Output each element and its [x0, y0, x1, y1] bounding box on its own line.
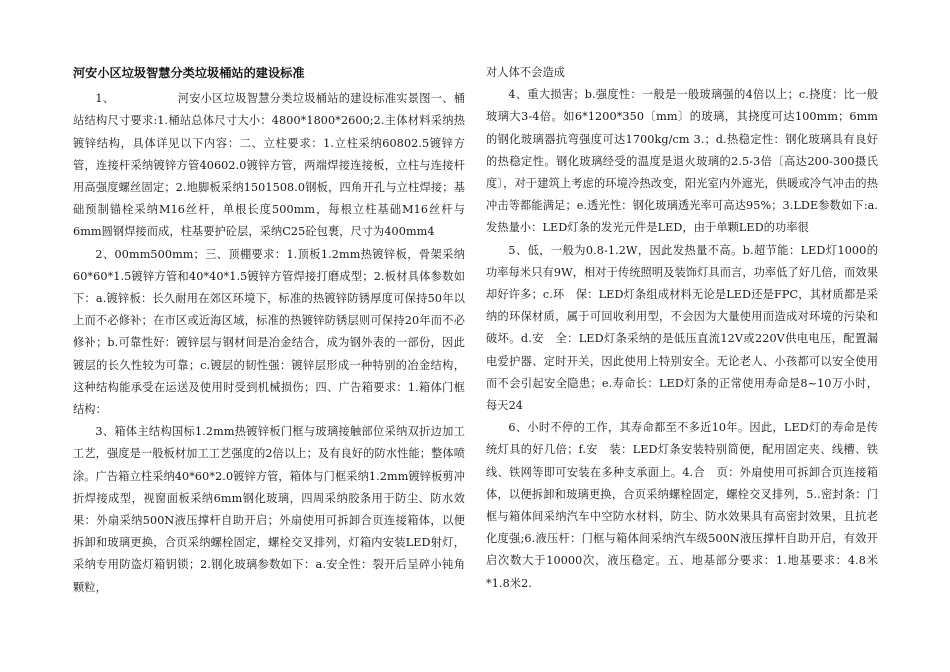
paragraph-6: 6、小时不停的工作，其寿命都至不多近10年。因此，LED灯的寿命是传统灯具的好几倍；f.安 装：LED灯条安装特别简便，配用固定夹、线槽、铁线、铁网等即可安装在多种支承面上。4.合 页：外扇使用可拆卸合页连接箱体，以便拆卸和玻璃更换，合页采纳螺栓固定，螺栓交叉排列，5..密封条：门框与箱体间采纳汽车中空防水材料，防尘、防水效果具有高密封效果，且抗老化度强;6.液压杆：门框与箱体间采纳汽车级500N液压撑杆自助开启，有效开启次数大于10000次，液压稳定。五、地基部分要求：1.地基要求：4.8米*1.8米2.: [486, 421, 878, 590]
paragraph-5: 5、低，一般为0.8-1.2W，因此发热量不高。b.超节能：LED灯1000的功率每米只有9W，相对于传统照明及装饰灯具而言，功率低了好几倍，而效果却好许多；c.环 保：LED灯条组成材料无论是LED还是FPC，其材质都是采纳的环保材质，属于可回收利用型，不会因为大量使用而造成对环境的污染和破坏。d.安 全：LED灯条采纳的是低压直流12V或220V供电电压，配置漏电爱护器、定时开关，因此使用上特别安全。无论老人、小孩都可以安全使用而不会引起安全隐患；e.寿命长：LED灯条的正常使用寿命是8~10万小时，每天24: [486, 243, 878, 413]
paragraph-4: 4、重大损害；b.强度性：一般是一般玻璃强的4倍以上；c.挠度：比一般玻璃大3-4倍。如6*1200*350〔mm〕的玻璃，其挠度可达100mm；6mm的钢化玻璃器抗弯强度可达1700kg/cm 3.；d.热稳定性：钢化玻璃具有良好的热稳定性。钢化玻璃经受的温度是退火玻璃的2.5-3倍〔高达200-300摄氏度〕，对于建筑上考虑的环境冷热改变，阳光室内外遮光，供暖或冷气冲击的热冲击等都能满足；e.透光性：钢化玻璃透光率可高达95%；3.LDE参数如下:a.发热量小：LED灯条的发光元件是LED，由于单颗LED的功率很: [486, 88, 878, 235]
paragraph-3: 3、箱体主结构国标1.2mm热镀锌板门框与玻璃接触部位采纳双折边加工工艺，强度是一般板材加工工艺强度的2倍以上；及有良好的防水性能；整体喷涂。广告箱立柱采纳40*60*2.0镀锌方管，箱体与门框采纳1.2mm镀锌板剪冲折焊接成型，视窗面板采纳6mm钢化玻璃，四周采纳胶条用于防尘、防水效果：外扇采纳500N液压撑杆自助开启；外扇使用可拆卸合页连接箱体，以便拆卸和玻璃更换，合页采纳螺栓固定，螺栓交叉排列，灯箱内安装LED射灯，采纳专用防盗灯箱钥锁；2.钢化玻璃参数如下：a.安全性：裂开后呈碎小钝角颗粒，: [73, 425, 465, 594]
document-title: 河安小区垃圾智慧分类垃圾桶站的建设标准: [73, 66, 305, 80]
right-column: [486, 62, 878, 595]
paragraph-1: 1、 河安小区垃圾智慧分类垃圾桶站的建设标准实景图一、桶站结构尺寸要求:1.桶站总体尺寸大小：4800*1800*2600;2.主体材料采纳热镀锌结构，具体详见以下内容：二、立柱要求：1.立柱采纳60802.5镀锌方管，连接杆采纳镀锌方管40602.0镀锌方管，两端焊接连接板，立柱与连接杆用高强度螺丝固定；2.地脚板采纳1501508.0钢板，四角开孔与立柱焊接；基础预制锚栓采纳M16丝杆，单根长度500mm，每根立柱基础M16丝杆与6mm圆钢焊接而成，柱基要护砼层，采纳C25砼包裹，尺寸为400mm4: [73, 92, 465, 239]
left-column: [73, 62, 465, 599]
paragraph-2: 2、00mm500mm；三、顶棚要求：1.顶板1.2mm热镀锌板，骨架采纳60*60*1.5镀锌方管和40*40*1.5镀锌方管焊接打磨成型；2.板材具体参数如下：a.镀锌板：长久耐用在郊区环境下，标准的热镀锌防锈厚度可保持50年以上而不必修补；在市区或近海区域，标准的热镀锌防锈层则可保持20年而不必修补；b.可靠性好：镀锌层与钢材间是冶金结合，成为钢外表的一部份，因此镀层的长久性较为可靠；c.镀层的韧性强：镀锌层形成一种特别的冶金结构，这种结构能承受在运送及使用时受到机械损伤；四、广告箱要求：1.箱体门框结构：: [73, 247, 465, 417]
paragraph-3-continuation: 对人体不会造成: [486, 66, 566, 79]
